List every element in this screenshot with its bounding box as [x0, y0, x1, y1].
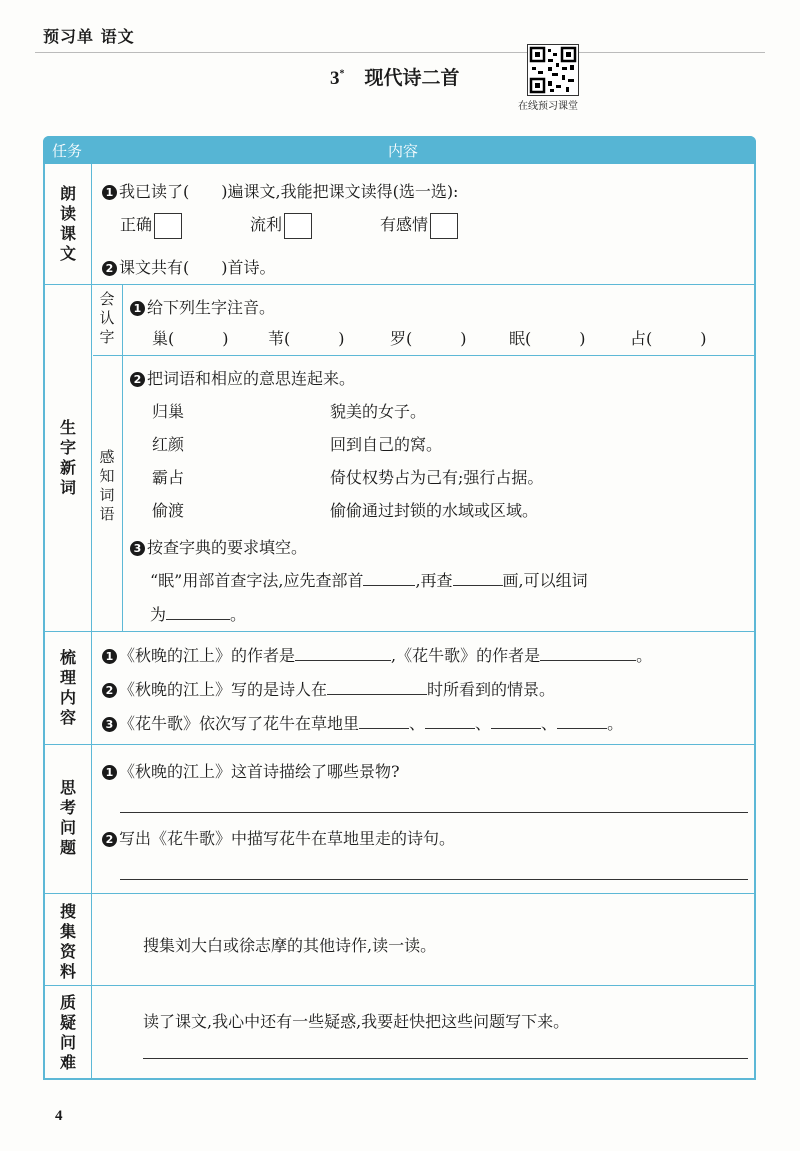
pinyin-item[interactable]: 巢( ) — [152, 329, 229, 348]
blank-action[interactable] — [557, 714, 607, 729]
header-task: 任务 — [52, 142, 83, 160]
row-divider — [45, 631, 754, 632]
blank-radical[interactable] — [363, 571, 415, 586]
match-word[interactable]: 霸占 — [152, 468, 185, 487]
blank-word[interactable] — [166, 605, 230, 620]
answer-line[interactable] — [120, 879, 748, 880]
dict-fill-line-1: “眠”用部首查字法,应先查部首 ,再查 画,可以组词 — [150, 571, 588, 590]
lesson-number: 3* — [330, 68, 345, 89]
pinyin-item[interactable]: 苇( ) — [268, 329, 345, 348]
pinyin-item[interactable]: 罗( ) — [390, 329, 467, 348]
qr-label: 在线预习课堂 — [518, 101, 578, 112]
read-option-correct[interactable]: 正确 — [120, 212, 182, 239]
book-header: 预习单 语文 — [43, 27, 135, 46]
match-meaning[interactable]: 貌美的女子。 — [330, 402, 427, 421]
page-number: 4 — [55, 1108, 63, 1124]
row-divider — [45, 893, 754, 894]
match-word[interactable]: 红颜 — [152, 435, 185, 454]
match-meaning[interactable]: 偷偷通过封锁的水域或区域。 — [330, 501, 539, 520]
answer-line[interactable] — [143, 1058, 748, 1059]
doubt-text: 读了课文,我心中还有一些疑惑,我要赶快把这些问题写下来。 — [143, 1012, 570, 1031]
lesson-name: 现代诗二首 — [364, 67, 460, 89]
read-question-1: 1 我已读了( )遍课文,我能把课文读得(选一选): — [102, 179, 458, 202]
read-question-2: 2 课文共有( )首诗。 — [102, 255, 276, 278]
sub-row-divider — [93, 355, 754, 356]
think-question-1: 1 《秋晚的江上》这首诗描绘了哪些景物? — [102, 759, 400, 782]
blank-strokes[interactable] — [453, 571, 503, 586]
outline-question-2: 2 《秋晚的江上》写的是诗人在 时所看到的情景。 — [102, 677, 555, 700]
row-label-read: 朗读课文 — [59, 184, 76, 263]
outline-question-1: 1 《秋晚的江上》的作者是 ,《花牛歌》的作者是 。 — [102, 643, 652, 666]
blank-action[interactable] — [359, 714, 409, 729]
row-label-doubt: 质疑问难 — [59, 993, 76, 1072]
blank-action[interactable] — [491, 714, 541, 729]
sub-column-divider — [122, 285, 123, 631]
words-question-3: 3 按查字典的要求填空。 — [130, 535, 307, 558]
lesson-title — [330, 63, 460, 90]
collect-text: 搜集刘大白或徐志摩的其他诗作,读一读。 — [143, 936, 437, 955]
checkbox-correct[interactable] — [154, 213, 182, 239]
match-word[interactable]: 偷渡 — [152, 501, 185, 520]
pinyin-item[interactable]: 占( ) — [630, 329, 707, 348]
answer-line[interactable] — [120, 812, 748, 813]
header-divider — [35, 52, 765, 53]
read-option-emotion[interactable]: 有感情 — [380, 212, 458, 239]
row-divider — [45, 284, 754, 285]
match-meaning[interactable]: 倚仗权势占为己有;强行占据。 — [330, 468, 544, 487]
match-word[interactable]: 归巢 — [152, 402, 185, 421]
row-divider — [45, 744, 754, 745]
read-option-fluent[interactable]: 流利 — [250, 212, 312, 239]
words-question-1: 1 给下列生字注音。 — [130, 295, 275, 318]
header-content: 内容 — [388, 142, 419, 160]
dict-fill-line-2: 为 。 — [150, 605, 247, 624]
table-header — [43, 136, 756, 164]
think-question-2: 2 写出《花牛歌》中描写花牛在草地里走的诗句。 — [102, 826, 455, 849]
row-label-think: 思考问题 — [59, 778, 76, 857]
blank-action[interactable] — [425, 714, 475, 729]
row-label-collect: 搜集资料 — [59, 902, 76, 981]
blank-time[interactable] — [327, 680, 427, 695]
row-divider — [45, 985, 754, 986]
sub-label-recognize: 会认字 — [99, 290, 115, 346]
row-label-words: 生字新词 — [59, 418, 76, 497]
outline-question-3: 3 《花牛歌》依次写了花牛在草地里 、 、 、 。 — [102, 711, 623, 734]
words-question-2: 2 把词语和相应的意思连起来。 — [130, 366, 355, 389]
blank-author-2[interactable] — [540, 646, 636, 661]
column-divider — [91, 164, 92, 1079]
match-meaning[interactable]: 回到自己的窝。 — [330, 435, 443, 454]
qr-code-icon[interactable] — [527, 44, 579, 96]
sub-label-perceive: 感知词语 — [99, 448, 115, 523]
blank-author-1[interactable] — [295, 646, 391, 661]
checkbox-emotion[interactable] — [430, 213, 458, 239]
checkbox-fluent[interactable] — [284, 213, 312, 239]
row-label-outline: 梳理内容 — [59, 648, 76, 727]
pinyin-item[interactable]: 眠( ) — [509, 329, 586, 348]
